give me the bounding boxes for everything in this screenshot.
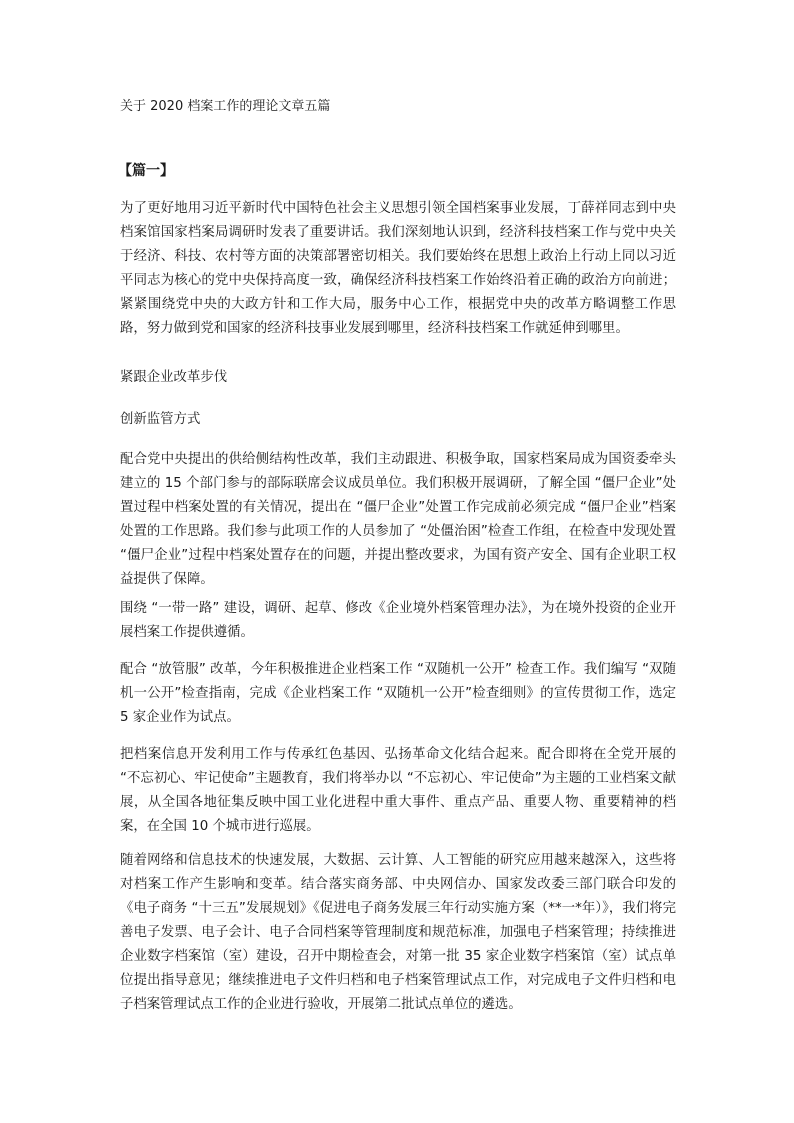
section-label: 【篇一】: [118, 163, 174, 179]
paragraph: 配合党中央提出的供给侧结构性改革，我们主动跟进、积极争取，国家档案局成为国资委牵头建立的 15 个部门参与的部际联席会议成员单位。我们积极开展调研，了解全国 “僵尸企业”处置过程中档案处置的有关情况，提出在 “僵尸企业”处置工作完成前必须完成 “僵尸企业”档案处置的工作思路。我们参与此项工作的人员参加了 “处僵治困”检查工作组，在检查中发现处置 “僵尸企业”过程中档案处置存在的问题，并提出整改要求，为国有资产安全、国有企业职工权益提供了保障。: [120, 452, 676, 587]
paragraph: 把档案信息开发利用工作与传承红色基因、弘扬革命文化结合起来。配合即将在全党开展的 “不忘初心、牢记使命”主题教育，我们将举办以 “不忘初心、牢记使命”为主题的工业档案文献展，从全国各地征集反映中国工业化进程中重大事件、重点产品、重要人物、重要精神的档案，在全国 10 个城市进行巡展。: [120, 747, 676, 834]
paragraph: 配合 “放管服” 改革，今年积极推进企业档案工作 “双随机一公开” 检查工作。我们编写 “双随机一公开”检查指南，完成《企业档案工作 “双随机一公开”检查细则》的宣传贯彻工作，选定 5 家企业作为试点。: [120, 662, 676, 725]
paragraph: 随着网络和信息技术的快速发展，大数据、云计算、人工智能的研究应用越来越深入，这些将对档案工作产生影响和变革。结合落实商务部、中央网信办、国家发改委三部门联合印发的《电子商务 “十三五”发展规划》《促进电子商务发展三年行动实施方案（**一*年）》，我们将完善电子发票、电子会计、电子合同档案等管理制度和规范标准，加强电子档案管理；持续推进企业数字档案馆（室）建设，召开中期检查会，对第一批 35 家企业数字档案馆（室）试点单位提出指导意见；继续推进电子文件归档和电子档案管理试点工作，对完成电子文件归档和电子档案管理试点工作的企业进行验收，开展第二批试点单位的遴选。: [120, 853, 676, 1012]
subheading: 创新监管方式: [120, 412, 201, 427]
document-title: 关于 2020 档案工作的理论文章五篇: [120, 99, 331, 114]
paragraph: 围绕 “一带一路” 建设，调研、起草、修改《企业境外档案管理办法》，为在境外投资的企业开展档案工作提供遵循。: [120, 601, 676, 640]
subheading: 紧跟企业改革步伐: [120, 370, 228, 385]
paragraph: 为了更好地用习近平新时代中国特色社会主义思想引领全国档案事业发展，丁薛祥同志到中央档案馆国家档案局调研时发表了重要讲话。我们深刻地认识到，经济科技档案工作与党中央关于经济、科技、农村等方面的决策部署密切相关。我们要始终在思想上政治上行动上同以习近平同志为核心的党中央保持高度一致，确保经济科技档案工作始终沿着正确的政治方向前进；紧紧围绕党中央的大政方针和工作大局，服务中心工作，根据党中央的改革方略调整工作思路，努力做到党和国家的经济科技事业发展到哪里，经济科技档案工作就延伸到哪里。: [120, 201, 676, 336]
